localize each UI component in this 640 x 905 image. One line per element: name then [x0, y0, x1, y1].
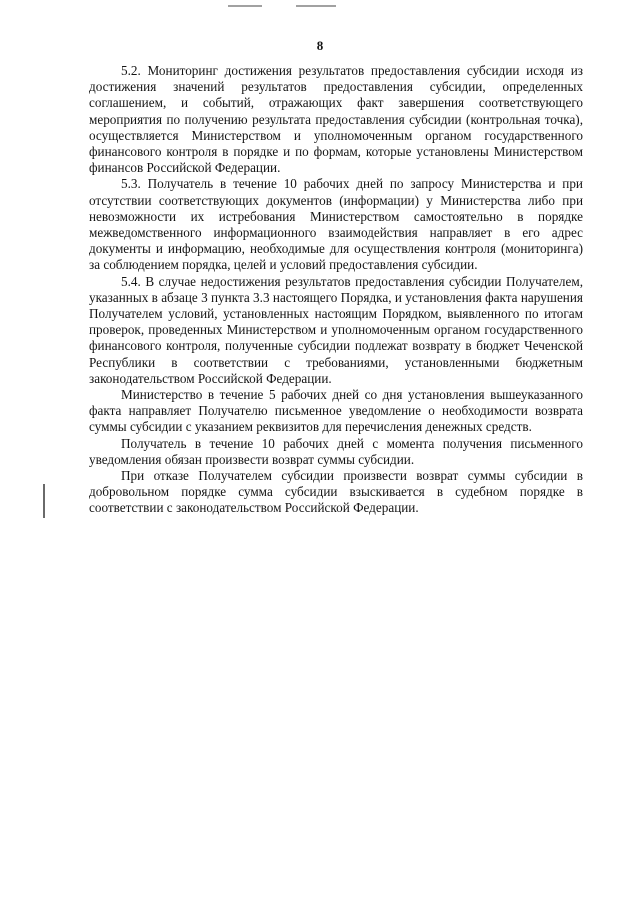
scan-artifact	[228, 5, 262, 7]
paragraph-court-recovery: При отказе Получателем субсидии произвести возврат суммы субсидии в добровольном порядке сумма субсидии взыскивается в судебном порядке в соответствии с законодательством Российской Федерации.	[89, 468, 583, 516]
paragraph-5-3: 5.3. Получатель в течение 10 рабочих дней по запросу Министерства и при отсутствии соответствующих документов (информации) у Министерства либо при невозможности их истребования Министерством самостоятельно в порядке межведомственного информационного взаимодействия направляет в его адрес документы и информацию, необходимые для осуществления контроля (мониторинга) за соблюдением порядка, целей и условий предоставления субсидии.	[89, 176, 583, 273]
page-number: 8	[316, 38, 324, 53]
paragraph-notification: Министерство в течение 5 рабочих дней со дня установления вышеуказанного факта направляет Получателю письменное уведомление о необходимости возврата суммы субсидии с указанием реквизитов для перечисления денежных средств.	[89, 387, 583, 435]
margin-mark	[43, 484, 45, 518]
paragraph-5-2: 5.2. Мониторинг достижения результатов предоставления субсидии исходя из достижения значений результатов предоставления субсидии, определенных соглашением, и событий, отражающих факт завершения соответствующего мероприятия по получению результата предоставления субсидии (контрольная точка), осуществляется Министерством и уполномоченным органом государственного финансового контроля в порядке и по формам, которые установлены Министерством финансов Российской Федерации.	[89, 63, 583, 176]
scan-artifact	[296, 5, 336, 7]
paragraph-5-4: 5.4. В случае недостижения результатов предоставления субсидии Получателем, указанных в абзаце 3 пункта 3.3 настоящего Порядка, и установления факта нарушения Получателем условий, установленных настоящим Порядком, выявленного по итогам проверок, проведенных Министерством и уполномоченным органом государственного финансового контроля, полученные субсидии подлежат возврату в бюджет Чеченской Республики в соответствии с требованиями, установленными бюджетным законодательством Российской Федерации.	[89, 273, 583, 386]
paragraph-refund-obligation: Получатель в течение 10 рабочих дней с момента получения письменного уведомления обязан произвести возврат суммы субсидии.	[89, 435, 583, 467]
document-body	[89, 63, 583, 517]
